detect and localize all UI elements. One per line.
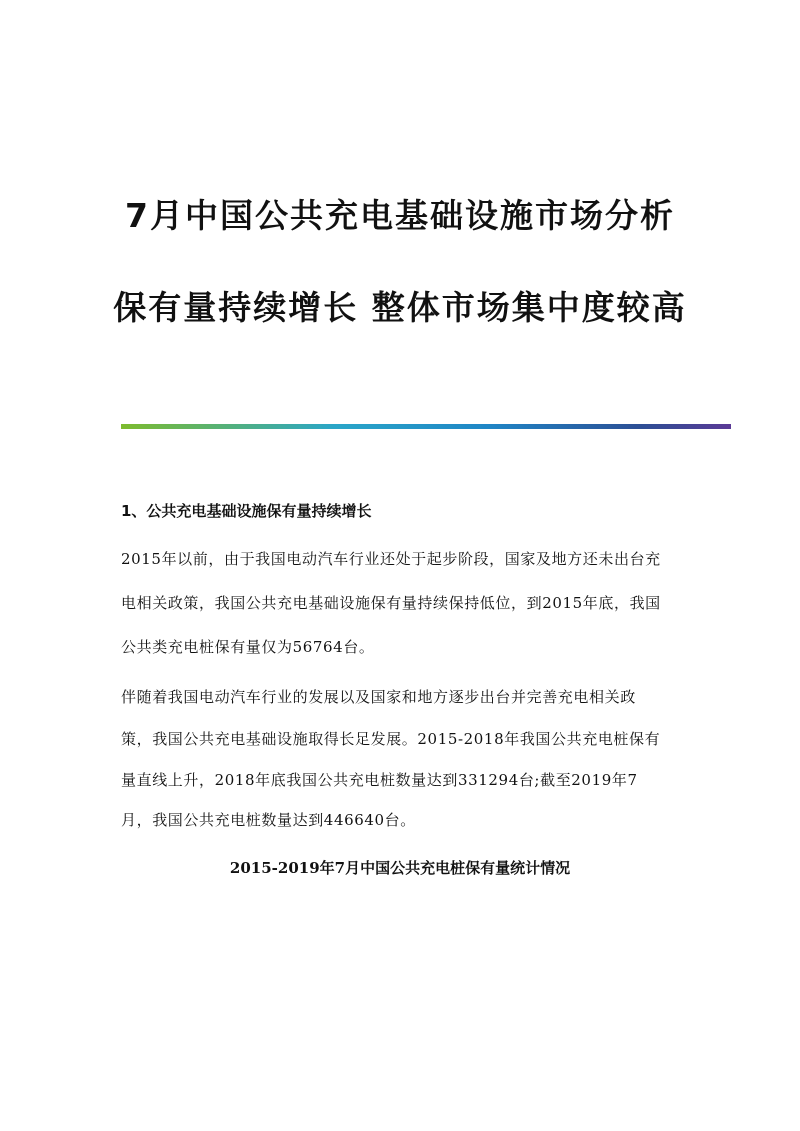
paragraph-2-line-3: 量直线上升，2018年底我国公共充电桩数量达到331294台;截至2019年7: [121, 771, 638, 789]
paragraph-2-line-4: 月，我国公共充电桩数量达到446640台。: [121, 811, 416, 829]
paragraph-2-line-2: 策，我国公共充电基础设施取得长足发展。2015-2018年我国公共充电桩保有: [121, 730, 661, 748]
paragraph-1-line-3: 公共类充电桩保有量仅为56764台。: [121, 638, 375, 656]
gradient-divider: [121, 424, 731, 429]
page-title-line-2: 保有量持续增长 整体市场集中度较高: [113, 288, 687, 327]
paragraph-1-line-2: 电相关政策，我国公共充电基础设施保有量持续保持低位，到2015年底，我国: [121, 594, 661, 612]
paragraph-1-line-1: 2015年以前，由于我国电动汽车行业还处于起步阶段，国家及地方还未出台充: [121, 550, 661, 568]
page-title-line-1: 7月中国公共充电基础设施市场分析: [125, 196, 675, 235]
chart-caption: 2015-2019年7月中国公共充电桩保有量统计情况: [229, 859, 571, 877]
section-heading: 1、公共充电基础设施保有量持续增长: [121, 502, 372, 520]
paragraph-2-line-1: 伴随着我国电动汽车行业的发展以及国家和地方逐步出台并完善充电相关政: [121, 688, 636, 706]
